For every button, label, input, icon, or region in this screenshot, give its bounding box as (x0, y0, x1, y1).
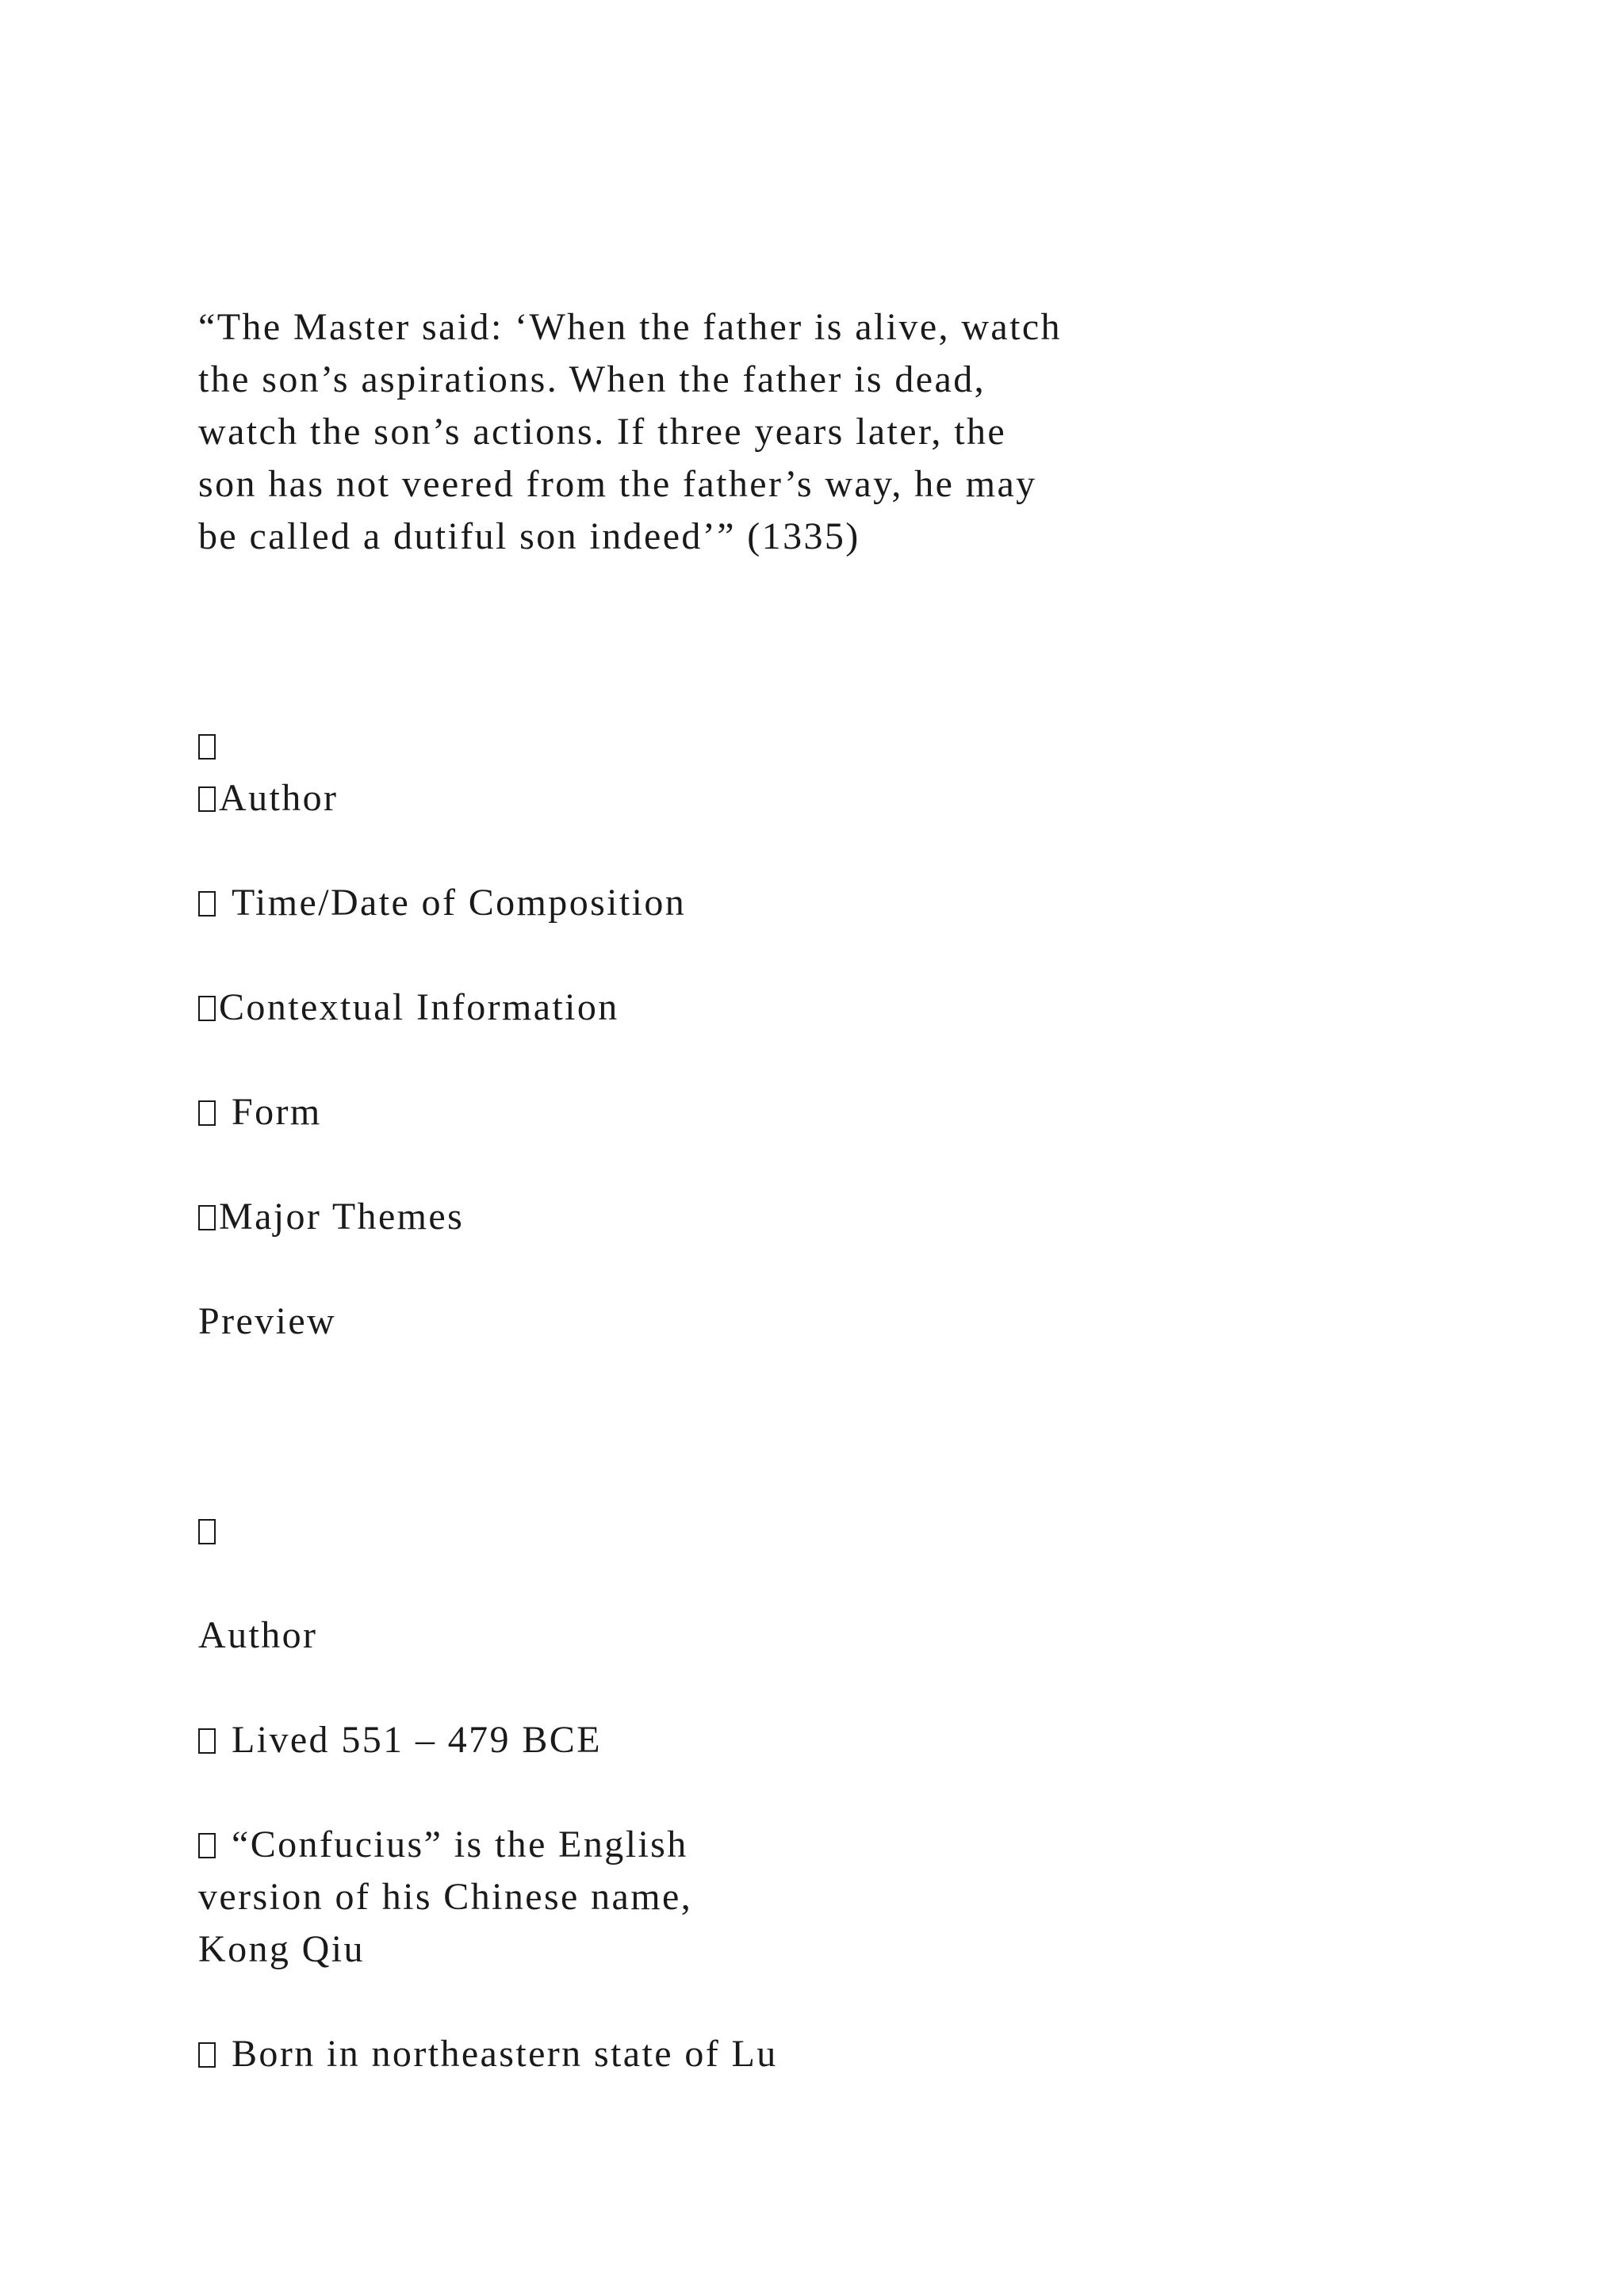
preview-item-label: Time/Date of Composition (232, 882, 687, 924)
author-bullet-name-cont-2: Kong Qiu (198, 1928, 365, 1970)
bullet-icon (198, 891, 216, 916)
preview-item-themes (198, 1191, 464, 1243)
preview-item-label: Form (232, 1091, 322, 1133)
preview-item-context (198, 982, 619, 1034)
author-title: Author (198, 1614, 318, 1656)
bullet-icon (198, 1833, 216, 1858)
missing-glyph-icon (198, 734, 216, 760)
slide-break-marker (198, 720, 219, 772)
missing-glyph-icon (198, 1519, 216, 1544)
quote-line-3: watch the son’s actions. If three years later, the (198, 411, 1007, 453)
author-bullet-text: “Confucius” is the English (232, 1823, 688, 1866)
bullet-icon (198, 1728, 216, 1754)
preview-item-label: Major Themes (219, 1196, 465, 1238)
quote-line-2: the son’s aspirations. When the father is dead, (198, 358, 986, 400)
quote-line-1: “The Master said: ‘When the father is alive, watch (198, 306, 1062, 348)
preview-title: Preview (198, 1300, 337, 1342)
preview-item-author (198, 772, 338, 825)
bullet-icon (198, 1205, 216, 1230)
author-bullet-born (198, 2028, 778, 2080)
author-bullet-name (198, 1819, 688, 1871)
quote-line-5: be called a dutiful son indeed’” (1335) (198, 515, 860, 557)
preview-item-label: Contextual Information (219, 986, 619, 1028)
bullet-icon (198, 786, 216, 812)
author-bullet-name-cont-1: version of his Chinese name, (198, 1876, 693, 1918)
author-bullet-text: Born in northeastern state of Lu (232, 2033, 778, 2075)
preview-item-label: Author (219, 777, 339, 819)
bullet-icon (198, 2042, 216, 2068)
quote-line-4: son has not veered from the father’s way, he may (198, 463, 1037, 505)
bullet-icon (198, 996, 216, 1021)
author-bullet-text: Lived 551 – 479 BCE (232, 1719, 602, 1761)
preview-item-time (198, 877, 686, 929)
slide-break-marker (198, 1505, 219, 1557)
bullet-icon (198, 1100, 216, 1126)
preview-item-form (198, 1086, 322, 1138)
author-bullet-lived (198, 1714, 602, 1766)
